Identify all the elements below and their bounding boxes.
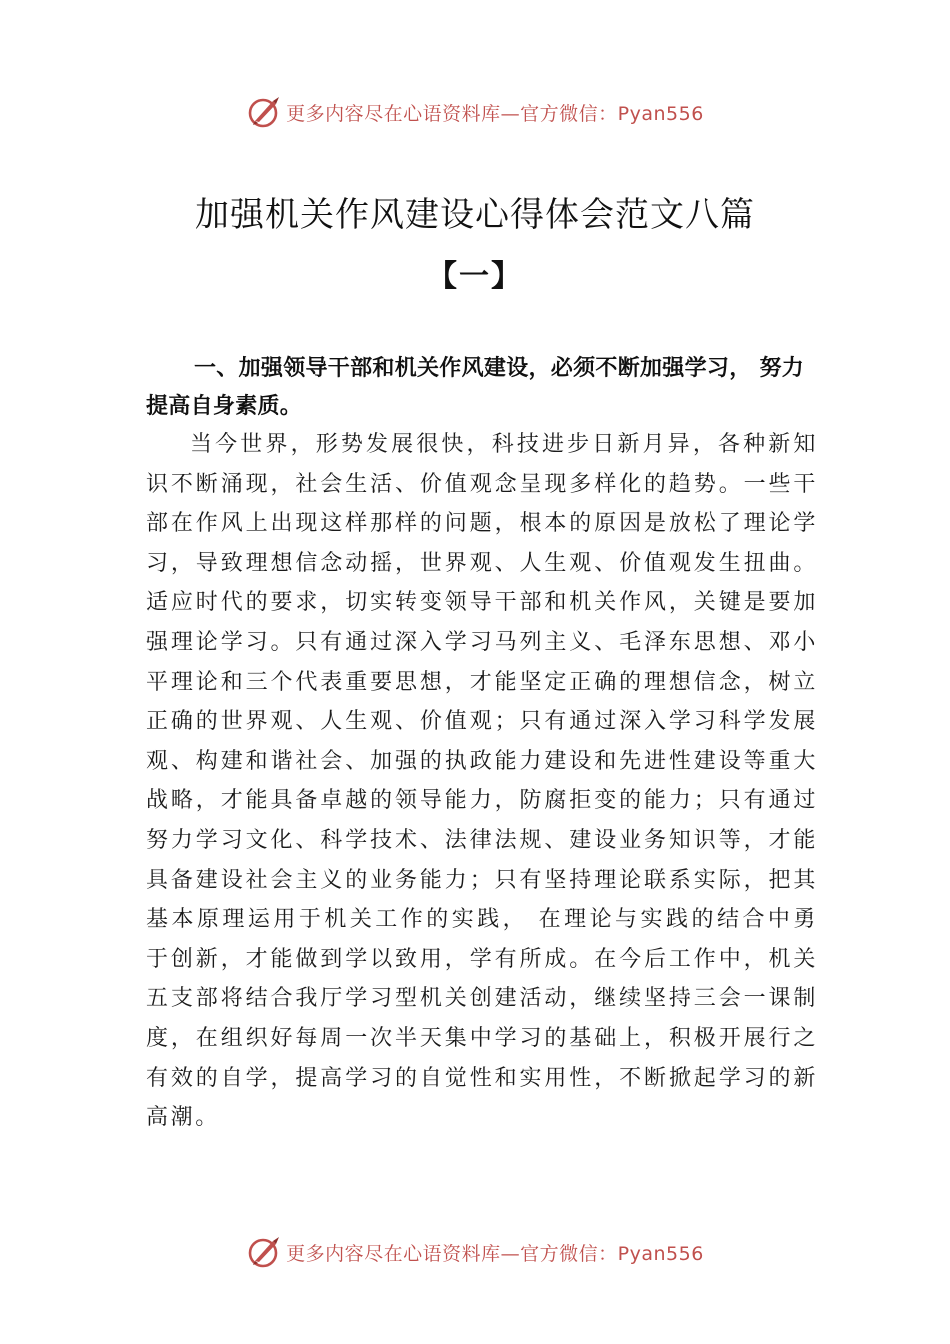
header-banner bbox=[0, 92, 950, 132]
banner-text bbox=[286, 99, 704, 126]
footer-banner bbox=[0, 1232, 950, 1272]
banner-promo-text: 更多内容尽在心语资料库—官方微信： bbox=[286, 102, 618, 125]
banner-promo-text: 更多内容尽在心语资料库—官方微信： bbox=[286, 1242, 618, 1265]
section-marker: 【一】 bbox=[427, 259, 523, 294]
wechat-id: Pyan556 bbox=[617, 102, 704, 125]
document-title: 加强机关作风建设心得体会范文八篇 bbox=[195, 195, 755, 235]
section-heading: 一、加强领导干部和机关作风建设，必须不断加强学习， 努力提高自身素质。 bbox=[146, 356, 805, 419]
body-paragraph: 当今世界，形势发展很快，科技进步日新月异，各种新知识不断涌现，社会生活、价值观念呈现多样化的趋势。一些干部在作风上出现这样那样的问题，根本的原因是放松了理论学习，导致理想信念动摇，世界观、人生观、价值观发生扭曲。适应时代的要求，切实转变领导干部和机关作风，关键是要加强理论学习。只有通过深入学习马列主义、毛泽东思想、邓小平理论和三个代表重要思想，才能坚定正确的理想信念，树立正确的世界观、人生观、价值观；只有通过深入学习科学发展观、构建和谐社会、加强的执政能力建设和先进性建设等重大战略，才能具备卓越的领导能力，防腐拒变的能力；只有通过努力学习文化、科学技术、法律法规、建设业务知识等，才能具备建设社会主义的业务能力；只有坚持理论联系实际，把其基本原理运用于机关工作的实践， 在理论与实践的结合中勇于创新，才能做到学以致用，学有所成。在今后工作中，机关五支部将结合我厅学习型机关创建活动，继续坚持三会一课制度，在组织好每周一次半天集中学习的基础上，积极开展行之有效的自学，提高学习的自觉性和实用性，不断掀起学习的新高潮。 bbox=[146, 432, 818, 1131]
banner-text bbox=[286, 1239, 704, 1266]
quill-pen-circle-icon bbox=[246, 94, 282, 130]
quill-pen-circle-icon bbox=[246, 1234, 282, 1270]
wechat-id: Pyan556 bbox=[617, 1242, 704, 1265]
